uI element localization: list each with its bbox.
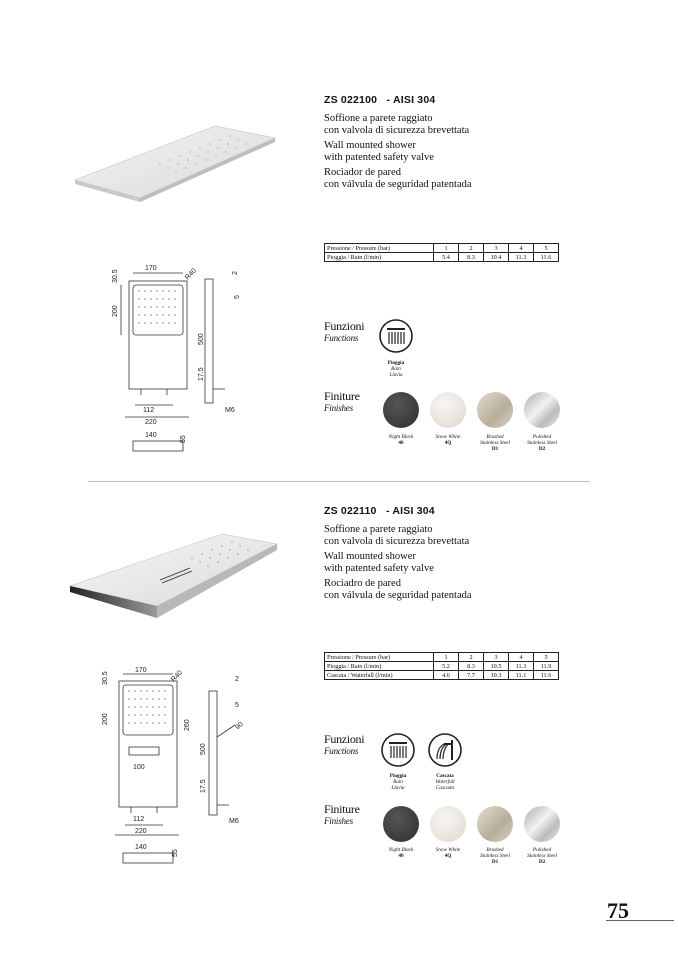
finish-caption-brushed: Brushed Stainless Steel D1 — [480, 847, 510, 866]
dim-w220: 220 — [135, 828, 147, 835]
product-code: ZS 022110 - AISI 304 — [324, 505, 435, 517]
finish-caption-polished: Polished Stainless Steel D2 — [527, 434, 557, 453]
table-row: Pioggia / Rain (l/min) 5.2 8.3 10.5 11.3 11.9 — [325, 662, 559, 671]
table-header-row: Pressione / Pressure (bar) 1 2 3 4 5 — [325, 244, 559, 253]
dim-w170: 170 — [135, 667, 147, 674]
dim-w140: 140 — [135, 844, 147, 851]
page-number-rule — [606, 920, 674, 921]
shower-head-photo-2 — [62, 528, 287, 628]
dim-h17-5: 17.5 — [200, 779, 207, 793]
dim-h30-5: 30.5 — [112, 269, 119, 283]
dim-h30-5: 30.5 — [102, 671, 109, 685]
dim-w112: 112 — [133, 816, 145, 823]
dim-h260: 260 — [184, 719, 191, 731]
dim-h200: 200 — [112, 305, 119, 317]
technical-drawing-2 — [95, 665, 255, 875]
dim-m6: M6 — [229, 818, 239, 825]
dim-r40: R40 — [170, 669, 185, 684]
rain-function-caption: Pioggia Rain Lluvia — [389, 773, 407, 792]
pressure-table — [324, 652, 559, 680]
product-code: ZS 022100 - AISI 304 — [324, 94, 436, 106]
finish-caption-polished: Polished Stainless Steel D2 — [527, 847, 557, 866]
table-header-row: Pressione / Pressure (bar) 1 2 3 4 5 — [325, 653, 559, 662]
dim-h500: 500 — [198, 333, 205, 345]
rain-function-icon — [380, 732, 416, 768]
finish-caption-night-black: Night Black 40 — [388, 434, 414, 447]
finish-swatch-polished-steel — [524, 806, 560, 842]
dim-h5: 5 — [234, 295, 241, 299]
dim-h55: 55 — [180, 435, 187, 443]
finish-caption-night-black: Night Black 40 — [388, 847, 414, 860]
dim-t2: 2 — [235, 676, 239, 683]
table-row: Pioggia / Rain (l/min) 5.4 8.3 10.4 11.3 11.6 — [325, 253, 559, 262]
finishes-heading: Finiture Finishes — [324, 389, 360, 413]
dim-m6: M6 — [225, 407, 235, 414]
finishes-heading: Finiture Finishes — [324, 802, 360, 826]
dim-w112: 112 — [143, 407, 155, 414]
table-row: Cascata / Waterfall (l/min) 4.6 7.7 10.3 11.1 11.6 — [325, 671, 559, 680]
product-description: Soffione a parete raggiato con valvola di sicurezza brevettata Wall mounted shower with patented safety valve Rociador de pared con válvula de seguridad patentada — [324, 113, 472, 190]
waterfall-function-icon — [427, 732, 463, 768]
dim-h500: 500 — [200, 743, 207, 755]
functions-heading: Funzioni Functions — [324, 319, 365, 343]
dim-h200: 200 — [102, 713, 109, 725]
finish-swatch-snow-white — [430, 806, 466, 842]
dim-t2: 2 — [232, 271, 239, 275]
dim-r40: R40 — [184, 267, 199, 282]
dim-w100: 100 — [133, 764, 145, 771]
dim-a90: 90 — [234, 720, 245, 732]
finish-caption-brushed: Brushed Stainless Steel D1 — [480, 434, 510, 453]
finish-swatch-brushed-steel — [477, 806, 513, 842]
finish-caption-snow-white: Snow White 4Q — [435, 434, 461, 447]
dim-h55: 55 — [172, 849, 179, 857]
dim-w170: 170 — [145, 265, 157, 272]
finish-caption-snow-white: Snow White 4Q — [435, 847, 461, 860]
waterfall-function-caption: Cascata Waterfall Cascada — [435, 773, 455, 792]
dim-w220: 220 — [145, 419, 157, 426]
page-number: 75 — [607, 898, 629, 923]
functions-heading: Funzioni Functions — [324, 732, 365, 756]
dim-w140: 140 — [145, 432, 157, 439]
dim-h5: 5 — [235, 702, 239, 709]
rain-function-caption: Pioggia Rain Lluvia — [387, 360, 405, 379]
product-description: Soffione a parete raggiato con valvola di sicurezza brevettata Wall mounted shower with patented safety valve Rociadro de pared con válvula de seguridad patentada — [324, 524, 472, 601]
finish-swatch-night-black — [383, 806, 419, 842]
dim-h17-5: 17.5 — [198, 367, 205, 381]
